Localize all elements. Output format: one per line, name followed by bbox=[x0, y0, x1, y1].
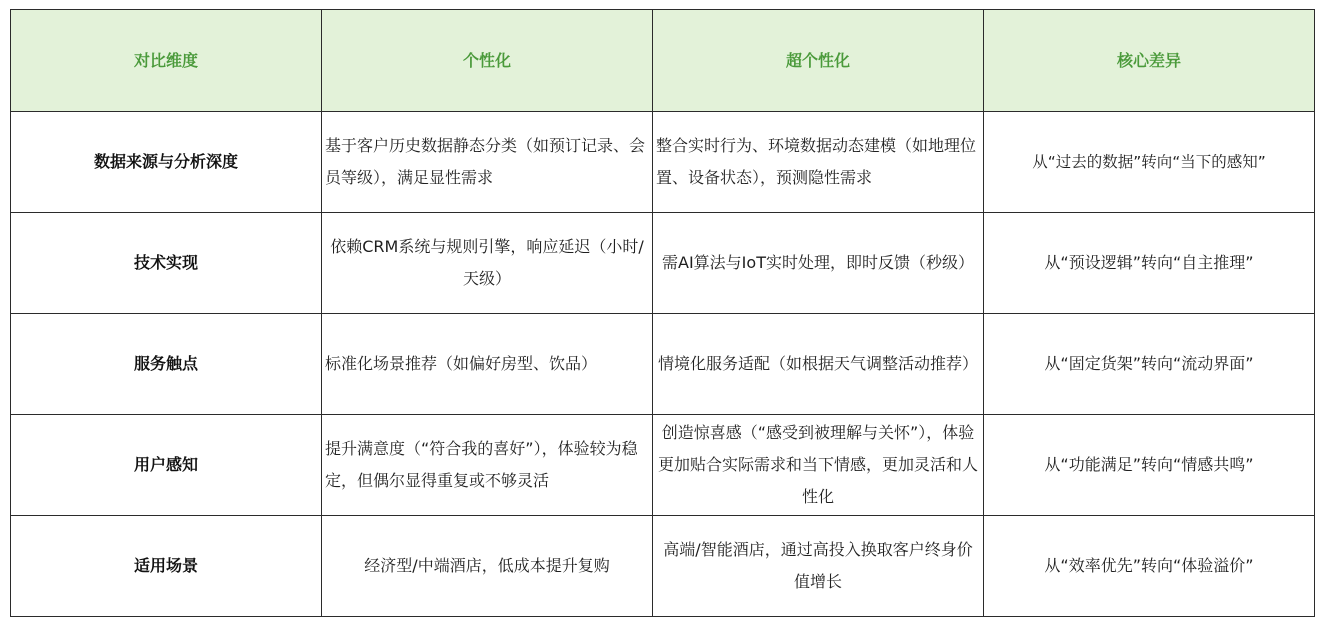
dimension-cell: 技术实现 bbox=[11, 213, 322, 314]
core-difference-cell: 从“固定货架”转向“流动界面” bbox=[984, 314, 1315, 415]
dimension-cell: 适用场景 bbox=[11, 516, 322, 617]
dimension-cell: 用户感知 bbox=[11, 415, 322, 516]
header-personalization: 个性化 bbox=[322, 10, 653, 112]
header-core-difference: 核心差异 bbox=[984, 10, 1315, 112]
personalization-cell: 标准化场景推荐（如偏好房型、饮品） bbox=[322, 314, 653, 415]
header-hyper-personalization: 超个性化 bbox=[653, 10, 984, 112]
table-row bbox=[11, 213, 1315, 314]
core-difference-cell: 从“预设逻辑”转向“自主推理” bbox=[984, 213, 1315, 314]
comparison-table bbox=[10, 9, 1315, 617]
personalization-cell: 提升满意度（“符合我的喜好”），体验较为稳定，但偶尔显得重复或不够灵活 bbox=[322, 415, 653, 516]
table-row bbox=[11, 314, 1315, 415]
dimension-cell: 服务触点 bbox=[11, 314, 322, 415]
core-difference-cell: 从“过去的数据”转向“当下的感知” bbox=[984, 112, 1315, 213]
header-dimension: 对比维度 bbox=[11, 10, 322, 112]
header-row bbox=[11, 10, 1315, 112]
table-row bbox=[11, 516, 1315, 617]
hyper-personalization-cell: 整合实时行为、环境数据动态建模（如地理位置、设备状态），预测隐性需求 bbox=[653, 112, 984, 213]
dimension-cell: 数据来源与分析深度 bbox=[11, 112, 322, 213]
table-row bbox=[11, 415, 1315, 516]
core-difference-cell: 从“效率优先”转向“体验溢价” bbox=[984, 516, 1315, 617]
table-row bbox=[11, 112, 1315, 213]
hyper-personalization-cell: 高端/智能酒店，通过高投入换取客户终身价值增长 bbox=[653, 516, 984, 617]
personalization-cell: 基于客户历史数据静态分类（如预订记录、会员等级），满足显性需求 bbox=[322, 112, 653, 213]
hyper-personalization-cell: 创造惊喜感（“感受到被理解与关怀”），体验更加贴合实际需求和当下情感，更加灵活和人性化 bbox=[653, 415, 984, 516]
hyper-personalization-cell: 情境化服务适配（如根据天气调整活动推荐） bbox=[653, 314, 984, 415]
personalization-cell: 依赖CRM系统与规则引擎，响应延迟（小时/天级） bbox=[322, 213, 653, 314]
hyper-personalization-cell: 需AI算法与IoT实时处理，即时反馈（秒级） bbox=[653, 213, 984, 314]
personalization-cell: 经济型/中端酒店，低成本提升复购 bbox=[322, 516, 653, 617]
comparison-table-container bbox=[10, 9, 1314, 617]
core-difference-cell: 从“功能满足”转向“情感共鸣” bbox=[984, 415, 1315, 516]
